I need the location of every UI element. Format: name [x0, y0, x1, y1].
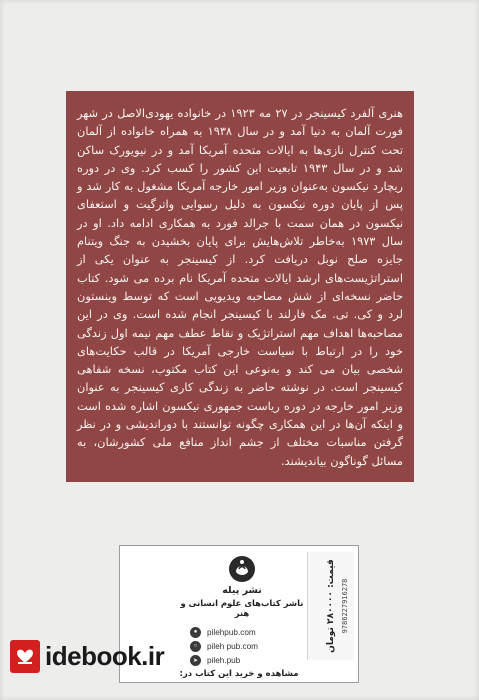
telegram-row[interactable]	[190, 654, 300, 666]
publisher-name: نشر پیله	[222, 585, 262, 596]
publisher-block	[178, 554, 306, 618]
telegram-icon: ➤	[190, 655, 201, 666]
publisher-tagline: ناشر کتاب‌های علوم انسانی و هنر	[180, 598, 304, 618]
price-strip	[307, 552, 354, 660]
isbn-barcode-number: 9786227916278	[341, 578, 349, 634]
instagram-text[interactable]: pileh pub.com	[207, 641, 258, 651]
website-text[interactable]: pilehpub.com	[207, 627, 256, 637]
globe-icon: ●	[190, 627, 201, 638]
website-row[interactable]	[190, 626, 300, 638]
buy-line: مشاهده و خرید این کتاب در:	[179, 669, 299, 679]
telegram-text[interactable]: pileh.pub	[207, 655, 241, 665]
instagram-row[interactable]	[190, 640, 300, 652]
book-icon	[10, 640, 40, 673]
description-panel	[66, 91, 414, 482]
watermark-text[interactable]: idebook.ir	[45, 640, 165, 671]
price-label: قیمت: ۲۸۰۰۰۰ تومان	[326, 559, 336, 653]
description-text: هنری آلفرد کیسینجر در ۲۷ مه ۱۹۲۳ در خانواده یهودی‌الاصل در شهر فورت آلمان به دنیا آمد و در سال ۱۹۳۸ به همراه خانواده از آلمان تحت کنترل نازی‌ها به ایالات متحده آمریکا آمد و در نیویورک ساکن شد و در سال ۱۹۴۳ تابعیت این کشور را کسب کرد. وی در دوره ریچارد نیکسون به‌عنوان وزیر امور خارجه آمریکا مشغول به کار شد و پس از پایان دوره نیکسون به دلیل رسوایی واترگیت و استعفای نیکسون در همان سمت با جرالد فورد به همکاری ادامه داد. او در سال ۱۹۷۳ به‌خاطر تلاش‌هایش برای پایان بخشیدن به جنگ ویتنام جایزه صلح نوبل دریافت کرد. از کیسینجر به عنوان یکی از استراتژیست‌های ارشد ایالات متحده آمریکا نام برده می شود. کتاب حاضر نسخه‌ای از شش مصاحبه ویدیویی است که توسط وینستون لرد و کی. تی. مک فارلند با کیسینجر انجام شده است. وی در این مصاحبه‌ها اهداف مهم استراتژیک و نقاط عطف مهم نیمه اول زندگی خود را در ارتباط با سیاست خارجی آمریکا در قالب حکایت‌های شخصی بیان می کند و به‌نوعی این کتاب مکتوب، نسخه شفاهی کیسینجر است. در نوشته حاضر به زندگی کاری کیسینجر به عنوان وزیر امور خارجه در دوره ریاست جمهوری نیکسون اشاره شده است و اینکه آن‌ها در این همکاری چگونه توانستند با دوراندیشی و در نظر گرفتن مناسبات مختلف از جشم انداز منافع ملی کشورشان، به مسائل گوناگون بیاندیشند.	[77, 106, 404, 468]
watermark[interactable]	[10, 638, 186, 674]
instagram-icon: ○	[190, 641, 201, 652]
cocoon-logo-icon	[227, 554, 257, 584]
